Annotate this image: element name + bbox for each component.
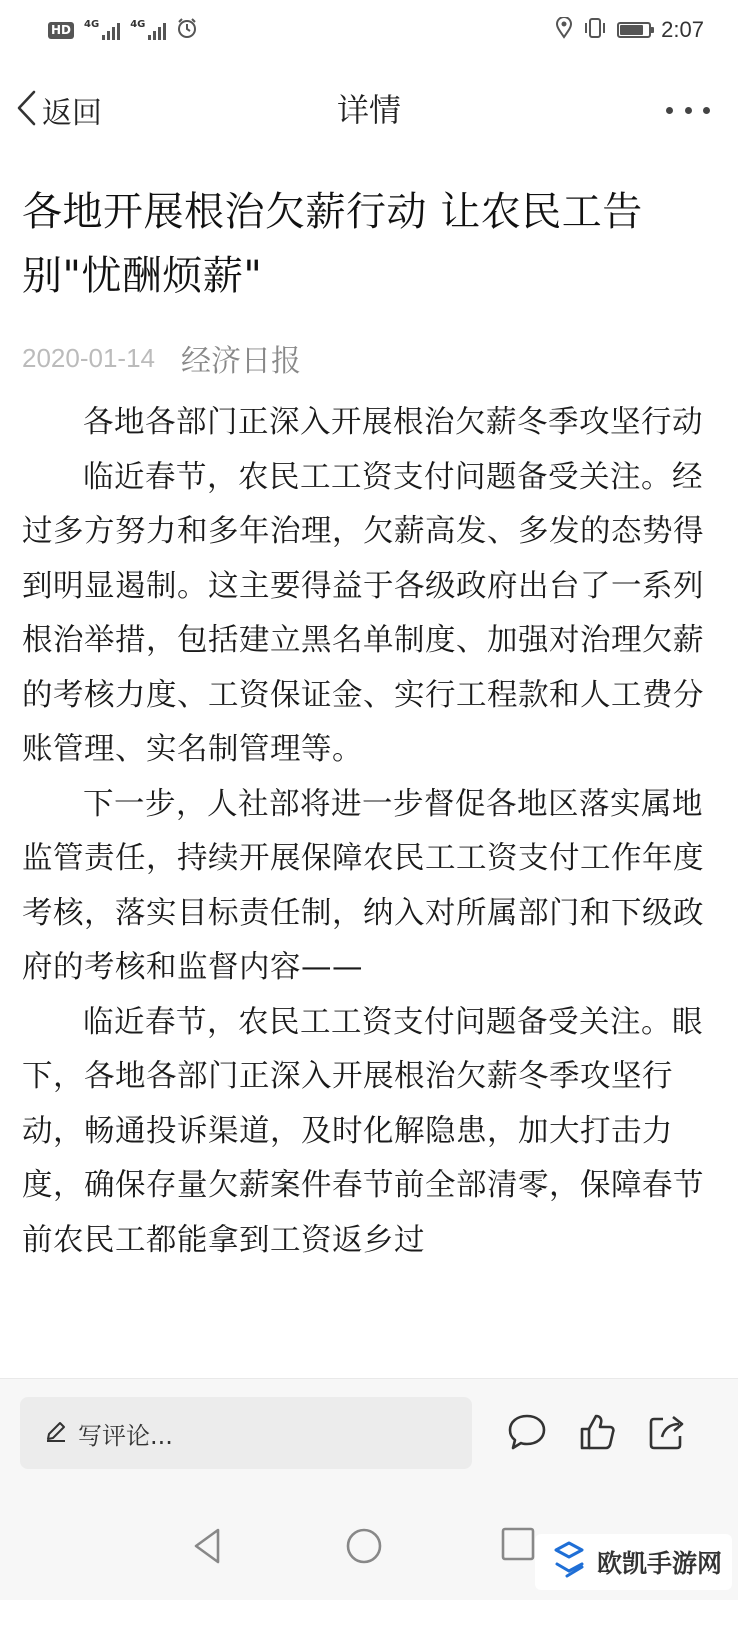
back-triangle-icon[interactable]: [190, 1526, 224, 1570]
pencil-icon: [44, 1419, 68, 1447]
alarm-icon: [176, 17, 198, 44]
home-circle-icon[interactable]: [344, 1526, 384, 1570]
battery-icon: [617, 22, 651, 38]
chevron-left-icon: [14, 88, 38, 132]
network-type-label: 4G: [84, 19, 100, 30]
publish-date: 2020-01-14: [22, 342, 155, 373]
signal-icon: [84, 20, 120, 40]
signal-icon: [130, 20, 166, 40]
like-icon[interactable]: [576, 1411, 618, 1453]
system-navigation-bar: [0, 1496, 738, 1600]
location-icon: [555, 17, 573, 44]
article-paragraph: 下一步，人社部将进一步督促各地区落实属地监管责任，持续开展保障农民工工资支付工作年度考核，落实目标责任制，纳入对所属部门和下级政府的考核和监督内容——: [22, 786, 704, 985]
hd-icon: HD: [48, 22, 74, 39]
bottom-action-bar: [0, 1378, 738, 1497]
share-icon[interactable]: [646, 1411, 688, 1453]
watermark-logo-icon: [549, 1540, 589, 1584]
more-dots-icon: [666, 107, 673, 114]
news-source[interactable]: 经济日报: [181, 344, 301, 379]
status-right: [555, 17, 704, 44]
article-paragraph: 临近春节，农民工工资支付问题备受关注。眼下，各地各部门正深入开展根治欠薪冬季攻坚行动，畅通投诉渠道，及时化解隐患，加大打击力度，确保存量欠薪案件春节前全部清零，保障春节前农民工都能拿到工资返乡过: [22, 1004, 704, 1258]
watermark-text: 欧凯手游网: [596, 1549, 722, 1578]
back-button[interactable]: [14, 86, 102, 134]
more-options-button[interactable]: [666, 96, 710, 124]
status-bar: [0, 0, 738, 60]
article-title: 各地开展根治欠薪行动 让农民工告别"忧酬烦薪": [22, 189, 643, 299]
battery-level: [620, 25, 642, 35]
article-meta: [22, 330, 720, 386]
network-type-label: 4G: [130, 19, 146, 30]
recents-square-icon[interactable]: [500, 1526, 536, 1566]
article-paragraph: 各地各部门正深入开展根治欠薪冬季攻坚行动: [83, 405, 703, 440]
watermark: [535, 1534, 732, 1590]
article-paragraph: 临近春节，农民工工资支付问题备受关注。经过多方努力和多年治理，欠薪高发、多发的态势得到明显遏制。这主要得益于各级政府出台了一系列根治举措，包括建立黑名单制度、加强对治理欠薪的考核力度、工资保证金、实行工程款和人工费分账管理、实名制管理等。: [22, 459, 704, 767]
comment-input[interactable]: [20, 1397, 472, 1469]
back-label: 返回: [42, 96, 102, 131]
more-dots-icon: [685, 107, 692, 114]
status-left: [48, 17, 198, 44]
comment-placeholder: 写评论...: [78, 1421, 173, 1450]
clock-time: 2:07: [661, 17, 704, 42]
comment-icon[interactable]: [506, 1411, 548, 1453]
page-title: 详情: [336, 91, 401, 129]
vibrate-icon: [583, 17, 607, 44]
more-dots-icon: [703, 107, 710, 114]
top-nav-bar: [0, 72, 738, 148]
